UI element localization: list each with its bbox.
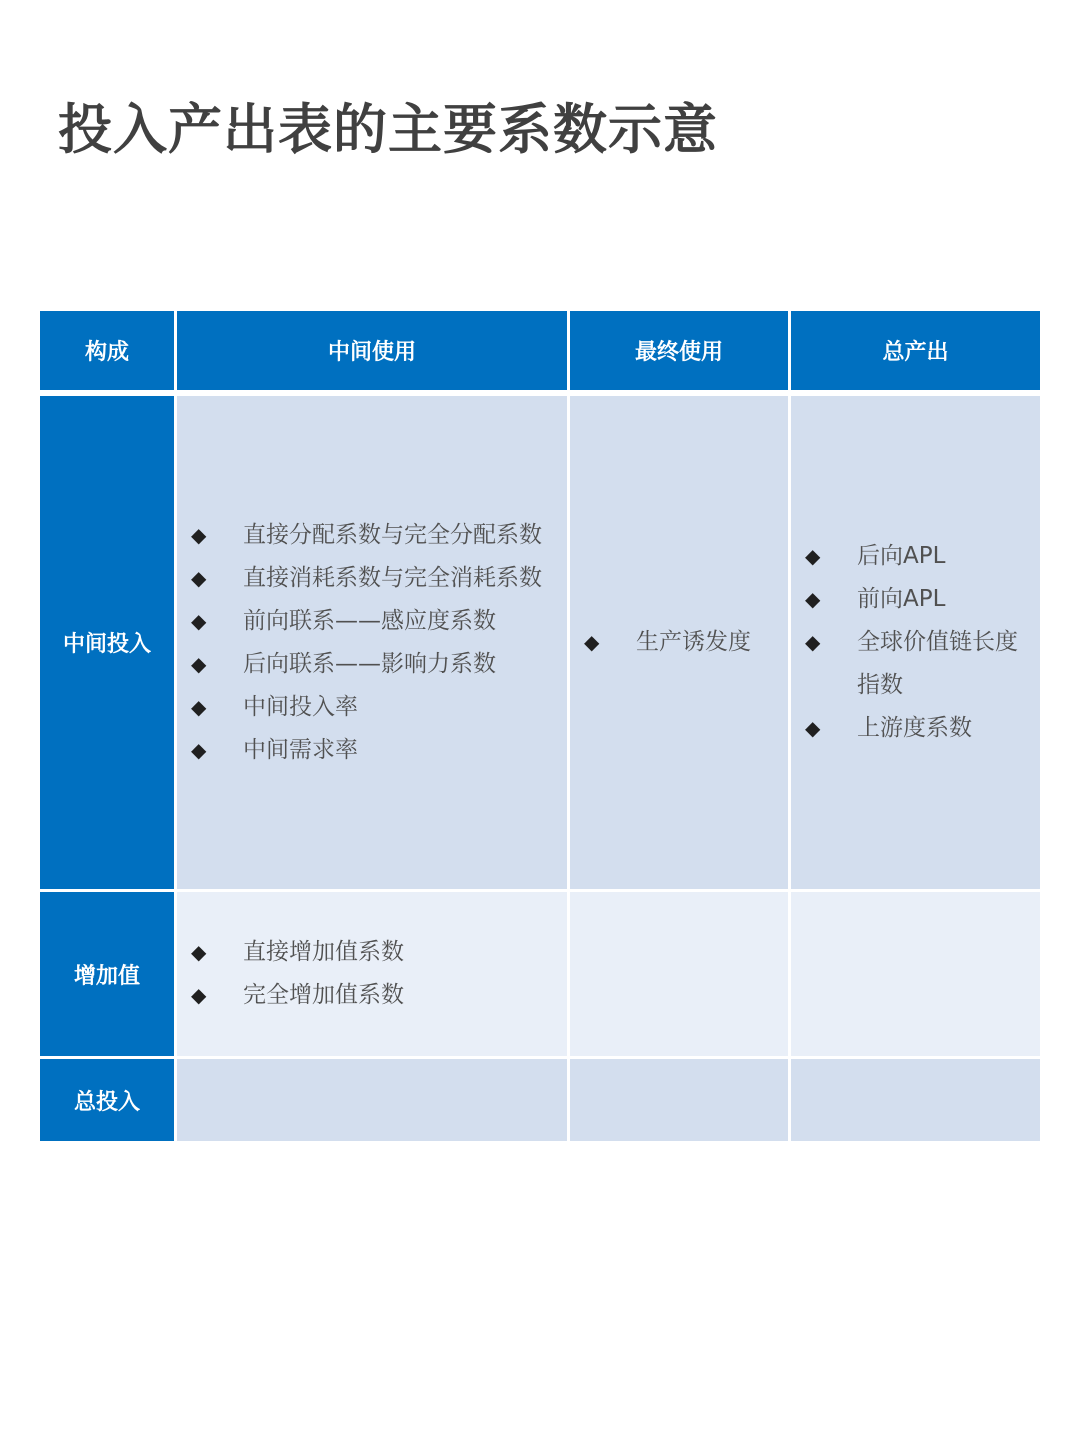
cell-value-added-intermediate-use xyxy=(177,892,570,1059)
table-header-row xyxy=(40,311,1040,396)
diamond-bullet-icon: ◆ xyxy=(191,522,207,547)
header-composition: 构成 xyxy=(40,311,177,396)
list-item: ◆ 直接消耗系数与完全消耗系数 xyxy=(191,557,567,600)
list-item: ◆ 生产诱发度 xyxy=(584,621,788,664)
diamond-bullet-icon: ◆ xyxy=(805,544,821,568)
diamond-bullet-icon: ◆ xyxy=(191,983,207,1007)
diamond-bullet-icon: ◆ xyxy=(805,630,821,654)
list-item: ◆ 直接分配系数与完全分配系数 xyxy=(191,514,567,557)
coefficient-table xyxy=(40,311,1040,1141)
list-item: ◆ 前向联系——感应度系数 xyxy=(191,600,567,643)
header-final-use: 最终使用 xyxy=(570,311,791,396)
list-item: ◆ 中间需求率 xyxy=(191,729,567,772)
list-item: ◆ 全球价值链长度指数 xyxy=(805,621,1040,707)
cell-total-input-total-output xyxy=(791,1059,1040,1141)
header-intermediate-use: 中间使用 xyxy=(177,311,570,396)
row-label-total-input: 总投入 xyxy=(40,1059,177,1141)
diamond-bullet-icon: ◆ xyxy=(805,716,821,740)
cell-intermediate-input-final-use xyxy=(570,396,791,892)
list-item: ◆ 中间投入率 xyxy=(191,686,567,729)
table-row-value-added xyxy=(40,892,1040,1059)
diamond-bullet-icon: ◆ xyxy=(191,737,207,762)
diamond-bullet-icon: ◆ xyxy=(191,651,207,676)
list-item: ◆ 后向联系——影响力系数 xyxy=(191,643,567,686)
list-item: ◆ 直接增加值系数 xyxy=(191,931,567,974)
diamond-bullet-icon: ◆ xyxy=(805,587,821,611)
diamond-bullet-icon: ◆ xyxy=(191,694,207,719)
list-item: ◆ 前向APL xyxy=(805,578,1040,621)
table-row-total-input xyxy=(40,1059,1040,1141)
cell-intermediate-input-total-output xyxy=(791,396,1040,892)
bullet-list xyxy=(177,931,567,1017)
cell-value-added-final-use xyxy=(570,892,791,1059)
bullet-list xyxy=(570,621,788,664)
page-title: 投入产出表的主要系数示意 xyxy=(58,98,718,161)
header-total-output: 总产出 xyxy=(791,311,1040,396)
diamond-bullet-icon: ◆ xyxy=(191,608,207,633)
diamond-bullet-icon: ◆ xyxy=(191,565,207,590)
list-item: ◆ 后向APL xyxy=(805,535,1040,578)
bullet-list xyxy=(177,514,567,772)
cell-value-added-total-output xyxy=(791,892,1040,1059)
cell-total-input-intermediate-use xyxy=(177,1059,570,1141)
diamond-bullet-icon: ◆ xyxy=(191,940,207,964)
bullet-list xyxy=(791,535,1040,750)
row-label-intermediate-input: 中间投入 xyxy=(40,396,177,892)
cell-total-input-final-use xyxy=(570,1059,791,1141)
list-item: ◆ 完全增加值系数 xyxy=(191,974,567,1017)
cell-intermediate-input-intermediate-use xyxy=(177,396,570,892)
list-item: ◆ 上游度系数 xyxy=(805,707,1040,750)
row-label-value-added: 增加值 xyxy=(40,892,177,1059)
diamond-bullet-icon: ◆ xyxy=(584,630,600,654)
table-row-intermediate-input xyxy=(40,396,1040,892)
